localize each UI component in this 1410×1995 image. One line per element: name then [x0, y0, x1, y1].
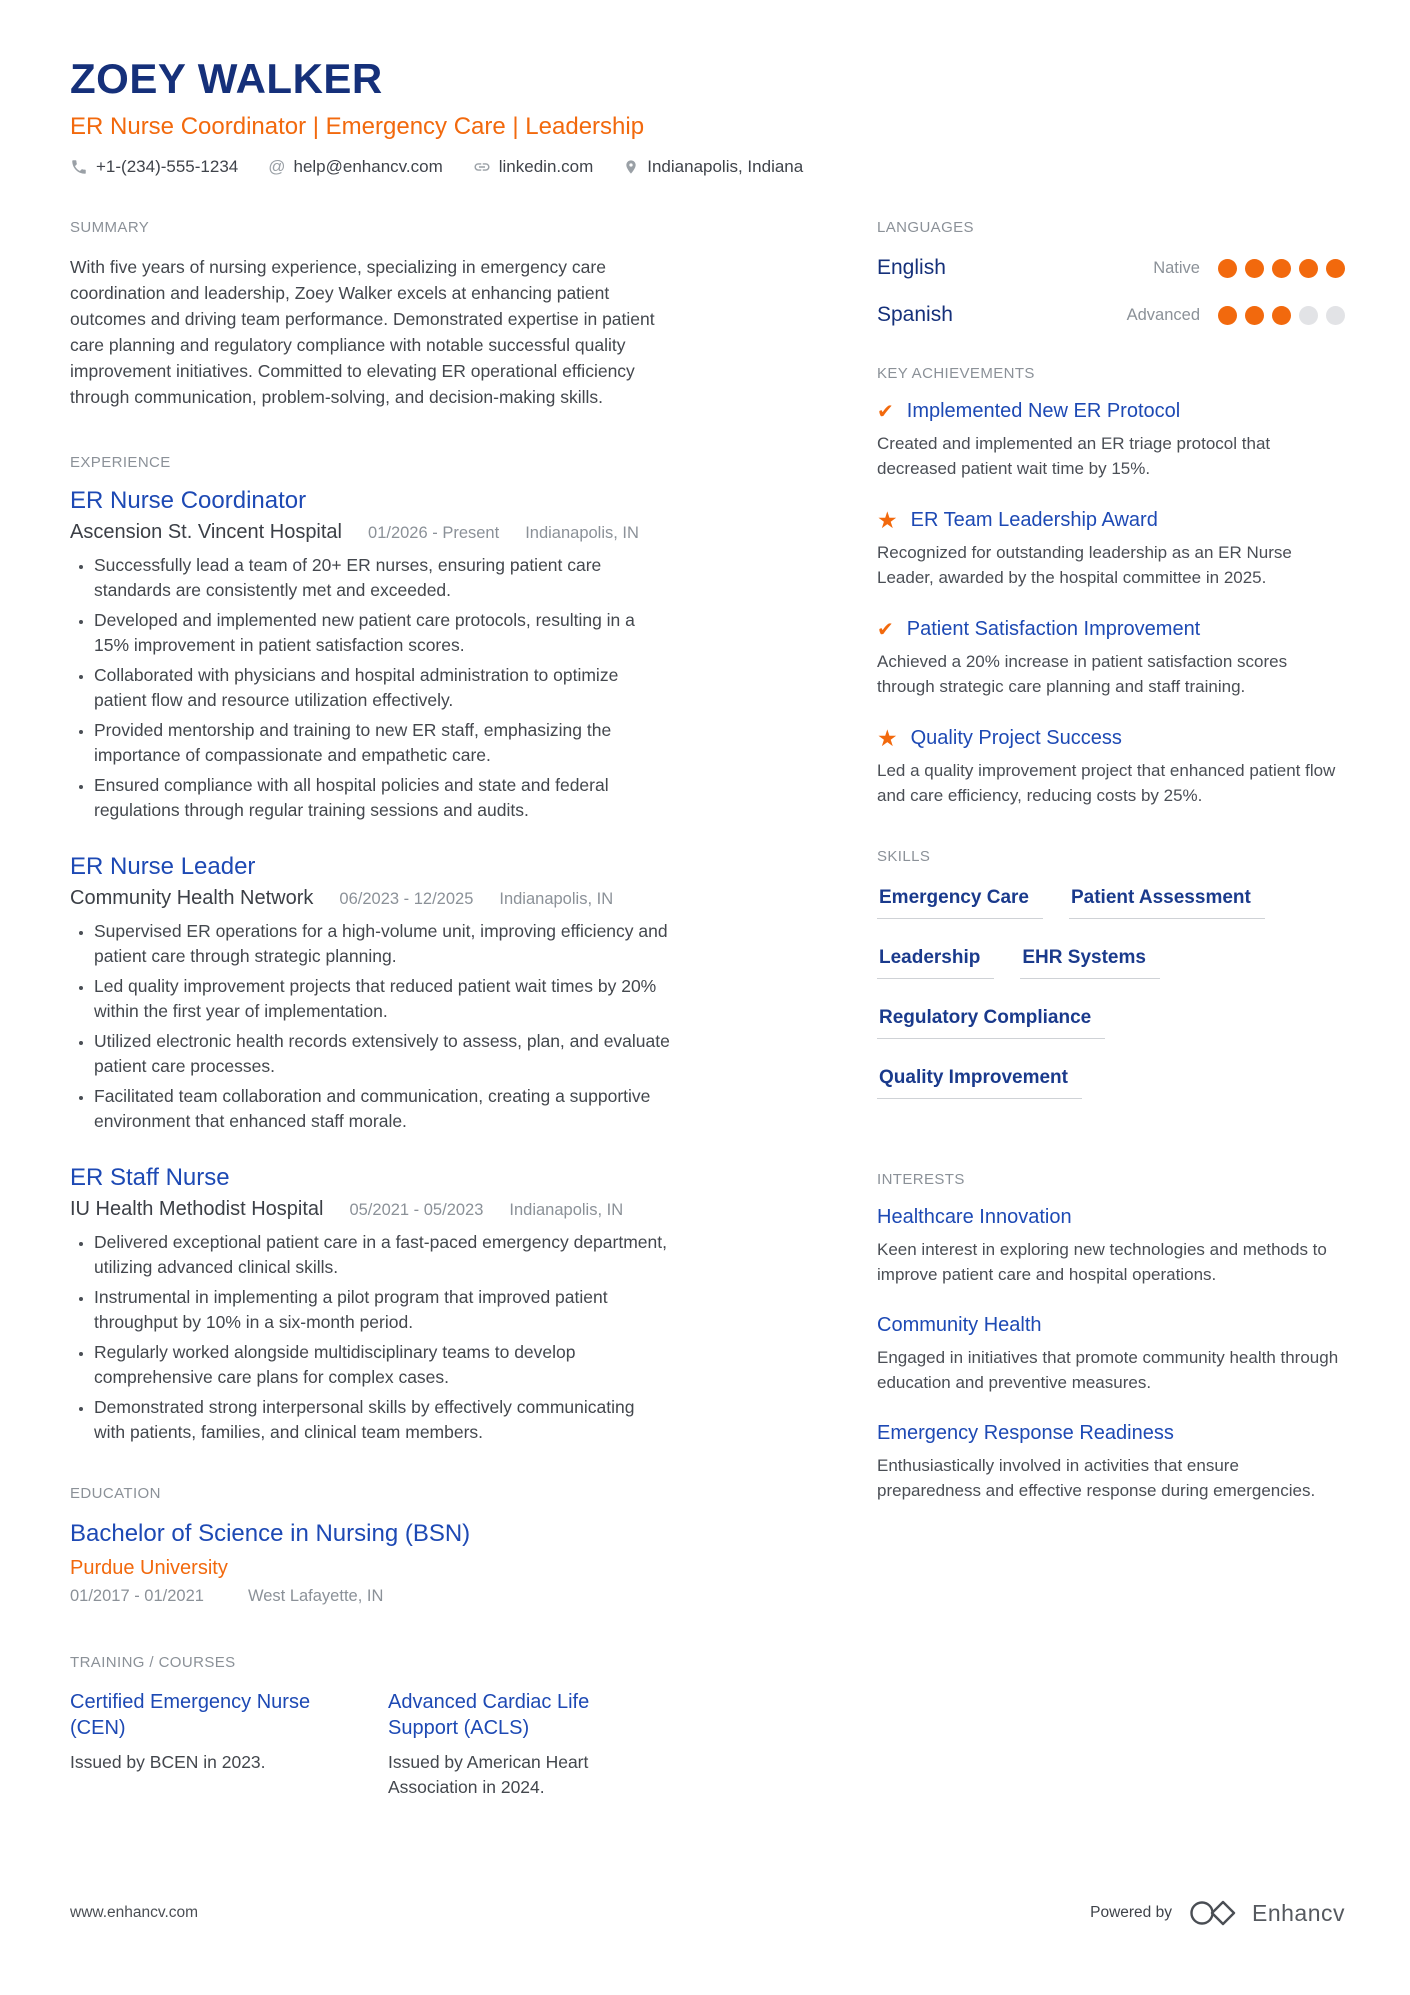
- school-name: Purdue University: [70, 1557, 228, 1579]
- language-row: [877, 256, 1345, 280]
- brand-name: Enhancv: [1251, 1899, 1345, 1926]
- phone-number: +1-(234)-555-1234: [96, 157, 239, 176]
- achievement-description: Created and implemented an ER triage protocol that decreased patient wait time by 15%.: [877, 434, 1271, 478]
- courses-grid: [70, 1689, 670, 1800]
- language-name: English: [877, 256, 946, 279]
- achievement-title: ER Team Leadership Award: [910, 509, 1158, 531]
- interest-title: Emergency Response Readiness: [877, 1422, 1174, 1444]
- experience-label: EXPERIENCE: [70, 454, 171, 471]
- enhancv-logo: [1188, 1897, 1345, 1929]
- achievements-label: KEY ACHIEVEMENTS: [877, 365, 1035, 382]
- at-icon: @: [268, 157, 286, 176]
- experience-entry: [70, 487, 670, 823]
- interest-description: Enthusiastically involved in activities that ensure preparedness and effective response during emergencies.: [877, 1456, 1316, 1500]
- phone-icon: [70, 158, 88, 176]
- achievement-entry: [877, 400, 1345, 481]
- contact-link[interactable]: [473, 157, 594, 177]
- experience-entry: [70, 1164, 670, 1445]
- achievement-title: Implemented New ER Protocol: [906, 400, 1181, 422]
- job-bullet: • Successfully lead a team of 20+ ER nurses, ensuring patient care standards are consistently met and exceeded.: [94, 553, 670, 603]
- interest-title: Community Health: [877, 1314, 1042, 1336]
- achievement-description: Achieved a 20% increase in patient satisfaction scores through strategic care planning and staff training.: [877, 652, 1288, 696]
- company-name: IU Health Methodist Hospital: [70, 1198, 324, 1220]
- job-bullet: • Supervised ER operations for a high-volume unit, improving efficiency and patient care through strategic planning.: [94, 919, 670, 969]
- job-location: Indianapolis, IN: [509, 1201, 624, 1219]
- training-label: TRAINING / COURSES: [70, 1654, 236, 1671]
- check-icon: ✔: [877, 618, 894, 641]
- job-title: ER Nurse Leader: [70, 853, 256, 880]
- contact-email[interactable]: [268, 157, 443, 177]
- star-icon: ★: [877, 725, 898, 751]
- education-label: EDUCATION: [70, 1485, 161, 1502]
- language-level: Advanced: [1126, 305, 1200, 324]
- course-description: Issued by American Heart Association in 2024.: [388, 1752, 589, 1797]
- course-description: Issued by BCEN in 2023.: [70, 1752, 266, 1772]
- job-dates: 05/2021 - 05/2023: [349, 1201, 484, 1219]
- skill-item: Regulatory Compliance: [877, 1007, 1105, 1039]
- interest-description: Keen interest in exploring new technologies and methods to improve patient care and hospital operations.: [877, 1240, 1327, 1284]
- link-icon: [473, 158, 491, 176]
- job-bullet: • Delivered exceptional patient care in a fast-paced emergency department, utilizing advanced clinical skills.: [94, 1230, 670, 1280]
- location-text: Indianapolis, Indiana: [647, 157, 804, 176]
- achievement-description: Recognized for outstanding leadership as an ER Nurse Leader, awarded by the hospital committee in 2025.: [877, 543, 1292, 587]
- job-bullets: [70, 553, 670, 823]
- job-bullet: • Provided mentorship and training to new ER staff, emphasizing the importance of compassionate and empathetic care.: [94, 718, 670, 768]
- experience-entry: [70, 853, 670, 1134]
- language-proficiency-dots: [1218, 259, 1345, 278]
- job-meta-row: [70, 1198, 670, 1221]
- course-title: Advanced Cardiac Life Support (ACLS): [388, 1691, 590, 1739]
- linkedin-url[interactable]: linkedin.com: [498, 157, 594, 176]
- interest-description: Engaged in initiatives that promote community health through education and preventive measures.: [877, 1348, 1339, 1392]
- interest-entry: [877, 1314, 1345, 1395]
- page-footer: [70, 1897, 1345, 1929]
- skill-item: EHR Systems: [1020, 947, 1160, 979]
- achievement-title: Quality Project Success: [910, 727, 1122, 749]
- course-entry: [70, 1689, 366, 1800]
- languages-section: [877, 219, 1345, 327]
- languages-label: LANGUAGES: [877, 219, 974, 236]
- degree-title: Bachelor of Science in Nursing (BSN): [70, 1520, 471, 1547]
- summary-section: [70, 219, 670, 410]
- contact-phone: [70, 157, 238, 177]
- achievement-entry: [877, 509, 1345, 590]
- job-location: Indianapolis, IN: [525, 524, 639, 542]
- experience-section: [70, 454, 670, 1445]
- achievement-description: Led a quality improvement project that enhanced patient flow and care efficiency, reducing costs by 25%.: [877, 761, 1336, 805]
- language-level: Native: [1153, 258, 1200, 277]
- job-bullet: • Utilized electronic health records extensively to assess, plan, and evaluate patient care processes.: [94, 1029, 670, 1079]
- company-name: Community Health Network: [70, 887, 314, 909]
- interest-title: Healthcare Innovation: [877, 1206, 1072, 1228]
- job-dates: 01/2026 - Present: [368, 524, 500, 542]
- star-icon: ★: [877, 507, 898, 533]
- training-section: [70, 1654, 670, 1800]
- interest-entry: [877, 1422, 1345, 1503]
- course-entry: [388, 1689, 624, 1800]
- job-bullets: [70, 919, 670, 1134]
- job-bullet: • Developed and implemented new patient care protocols, resulting in a 15% improvement in patient satisfaction scores.: [94, 608, 670, 658]
- course-title: Certified Emergency Nurse (CEN): [70, 1691, 311, 1739]
- job-title: ER Nurse Coordinator: [70, 487, 307, 514]
- achievement-title: Patient Satisfaction Improvement: [906, 618, 1201, 640]
- language-name: Spanish: [877, 303, 953, 326]
- location-pin-icon: [623, 158, 639, 176]
- education-section: [70, 1485, 670, 1606]
- job-bullet: • Demonstrated strong interpersonal skills by effectively communicating with patients, families, and clinical team members.: [94, 1395, 670, 1445]
- job-title: ER Staff Nurse: [70, 1164, 230, 1191]
- footer-url[interactable]: www.enhancv.com: [70, 1904, 199, 1921]
- job-bullet: • Ensured compliance with all hospital policies and state and federal regulations through regular training sessions and audits.: [94, 773, 670, 823]
- summary-label: SUMMARY: [70, 219, 150, 236]
- resume-header: [0, 0, 1410, 177]
- powered-by-text: Powered by: [1090, 1904, 1172, 1921]
- education-dates: 01/2017 - 01/2021: [70, 1587, 204, 1605]
- skill-item: Patient Assessment: [1069, 887, 1265, 919]
- skill-item: Leadership: [877, 947, 994, 979]
- interests-section: [877, 1171, 1345, 1503]
- person-name: ZOEY WALKER: [70, 55, 383, 102]
- education-meta-row: [70, 1587, 670, 1606]
- job-location: Indianapolis, IN: [499, 890, 614, 908]
- skills-section: [877, 848, 1345, 1127]
- skills-label: SKILLS: [877, 848, 931, 865]
- email-address[interactable]: help@enhancv.com: [293, 157, 443, 176]
- skill-item: Quality Improvement: [877, 1067, 1082, 1099]
- headline: ER Nurse Coordinator | Emergency Care | Leadership: [70, 113, 645, 140]
- job-bullet: • Instrumental in implementing a pilot program that improved patient throughput by 10% in a six-month period.: [94, 1285, 670, 1335]
- job-bullets: [70, 1230, 670, 1445]
- interest-entry: [877, 1206, 1345, 1287]
- right-column: [877, 219, 1345, 1800]
- contact-row: [70, 157, 1345, 177]
- achievement-entry: [877, 618, 1345, 699]
- education-location: West Lafayette, IN: [247, 1587, 384, 1605]
- check-icon: ✔: [877, 400, 894, 423]
- left-column: [70, 219, 670, 1800]
- achievement-entry: [877, 727, 1345, 808]
- company-name: Ascension St. Vincent Hospital: [70, 521, 343, 543]
- skill-item: Emergency Care: [877, 887, 1043, 919]
- language-proficiency-dots: [1218, 306, 1345, 325]
- language-row: [877, 303, 1345, 327]
- job-meta-row: [70, 887, 670, 910]
- job-bullet: • Led quality improvement projects that reduced patient wait times by 20% within the first year of implementation.: [94, 974, 670, 1024]
- contact-location: [623, 157, 803, 177]
- job-bullet: • Regularly worked alongside multidisciplinary teams to develop comprehensive care plans for complex cases.: [94, 1340, 670, 1390]
- job-bullet: • Collaborated with physicians and hospital administration to optimize patient flow and resource utilization effectively.: [94, 663, 670, 713]
- achievements-section: [877, 365, 1345, 808]
- job-meta-row: [70, 521, 670, 544]
- job-dates: 06/2023 - 12/2025: [339, 890, 474, 908]
- resume-body: [0, 219, 1410, 1800]
- job-bullet: • Facilitated team collaboration and communication, creating a supportive environment that enhanced staff morale.: [94, 1084, 670, 1134]
- summary-text: With five years of nursing experience, specializing in emergency care coordination and leadership, Zoey Walker excels at enhancing patient outcomes and driving team performance. Demonstrated expertise in patient care planning and regulatory compliance with notable successful quality improvement initiatives. Committed to elevating ER operational efficiency through communication, problem-solving, and decision-making skills.: [70, 257, 655, 407]
- skills-list: [877, 887, 1345, 1127]
- interests-label: INTERESTS: [877, 1171, 965, 1188]
